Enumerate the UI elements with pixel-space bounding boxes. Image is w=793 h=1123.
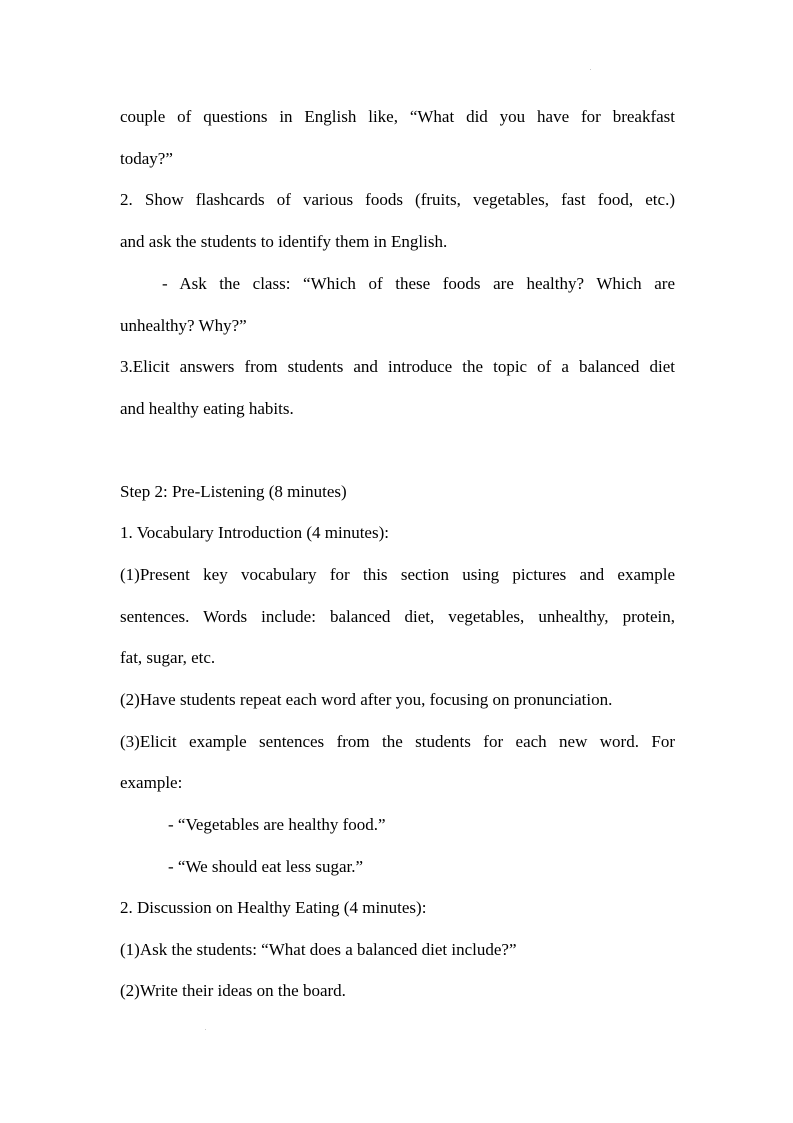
paragraph-line: (2)Write their ideas on the board.	[120, 981, 346, 1000]
paragraph-line: couple of questions in English like, “What did you have for breakfast	[120, 107, 675, 126]
subsection-heading: 2. Discussion on Healthy Eating (4 minutes):	[120, 898, 427, 917]
paragraph-line: unhealthy? Why?”	[120, 316, 247, 335]
paragraph-line: 3.Elicit answers from students and introduce the topic of a balanced diet	[120, 357, 675, 376]
paragraph-line: (1)Ask the students: “What does a balanced diet include?”	[120, 940, 517, 959]
paragraph-line: today?”	[120, 149, 173, 168]
section-heading: Step 2: Pre-Listening (8 minutes)	[120, 482, 347, 501]
paragraph-line: 2. Show flashcards of various foods (fruits, vegetables, fast food, etc.)	[120, 190, 675, 209]
paragraph-line: - Ask the class: “Which of these foods are healthy? Which are	[162, 274, 675, 293]
paragraph-line: and ask the students to identify them in English.	[120, 232, 448, 251]
paragraph-line: (3)Elicit example sentences from the students for each new word. For	[120, 732, 675, 751]
example-sentence: - “We should eat less sugar.”	[168, 857, 364, 876]
scan-speck	[205, 1029, 206, 1030]
paragraph-line: sentences. Words include: balanced diet, vegetables, unhealthy, protein,	[120, 607, 675, 626]
subsection-heading: 1. Vocabulary Introduction (4 minutes):	[120, 523, 389, 542]
scan-speck	[590, 69, 591, 70]
paragraph-line: and healthy eating habits.	[120, 399, 294, 418]
paragraph-line: fat, sugar, etc.	[120, 648, 216, 667]
paragraph-line: example:	[120, 773, 183, 792]
paragraph-line: (1)Present key vocabulary for this section using pictures and example	[120, 565, 675, 584]
paragraph-line: (2)Have students repeat each word after you, focusing on pronunciation.	[120, 690, 613, 709]
example-sentence: - “Vegetables are healthy food.”	[168, 815, 386, 834]
